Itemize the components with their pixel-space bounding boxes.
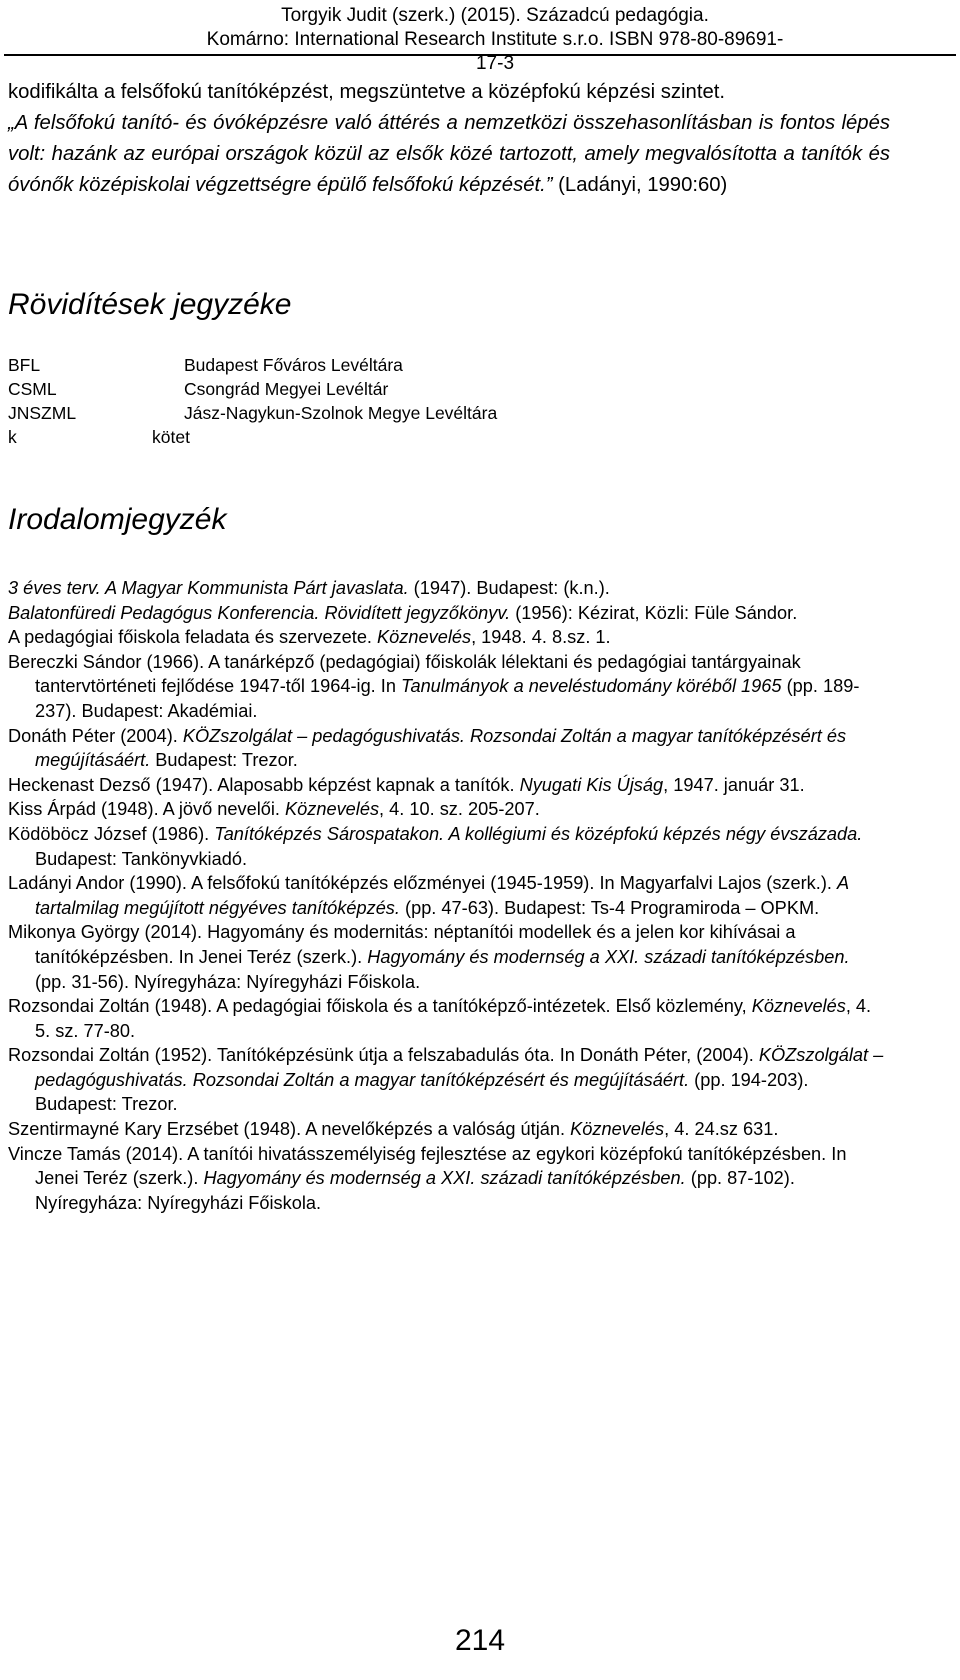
abbreviation-row (8, 401, 708, 425)
reference-text: (1947). Budapest: (k.n.). (408, 578, 610, 598)
reference-entry (8, 1117, 884, 1142)
reference-entry (8, 1142, 884, 1216)
reference-text: , 4. 5. sz. 77-80. (35, 996, 872, 1041)
abbreviation-row (8, 425, 708, 449)
reference-title-italic: Köznevelés (285, 799, 380, 820)
reference-text: Szentirmayné Kary Erzsébet (1948). A nevelőképzés a valóság útján. (8, 1119, 571, 1140)
reference-title-italic: Balatonfüredi Pedagógus Konferencia. Rövidített jegyzőkönyv. (8, 602, 511, 623)
intro-quote-paragraph (8, 108, 890, 201)
intro-sentence: kodifikálta a felsőfokú tanítóképzést, megszüntetve a középfokú képzési szintet. (8, 81, 726, 103)
abbreviation-desc: Jász-Nagykun-Szolnok Megye Levéltára (184, 403, 498, 423)
header-rule (4, 54, 956, 56)
reference-text: Donáth Péter (2004). (8, 725, 183, 746)
reference-text: Rozsondai Zoltán (1948). A pedagógiai főiskola és a tanítóképző-intézetek. Első közlemény, (8, 996, 752, 1017)
reference-title-italic: A tartalmilag megújított négyéves tanítóképzés. (35, 873, 849, 918)
reference-text: , 4. 10. sz. 205-207. (379, 799, 540, 820)
abbreviation-code: JNSZML (8, 403, 77, 423)
intro-citation: (Ladányi, 1990:60) (552, 174, 728, 196)
reference-entry (8, 576, 884, 601)
reference-title-italic: Köznevelés (377, 627, 472, 648)
reference-entry (8, 822, 884, 871)
reference-entry (8, 773, 884, 798)
reference-entry (8, 625, 884, 650)
reference-title-italic: Hagyomány és modernség a XXI. századi tanítóképzésben. (203, 1168, 686, 1189)
reference-title-italic: Köznevelés (751, 996, 846, 1017)
reference-text: (pp. 31-56). Nyíregyháza: Nyíregyházi Főiskola. (35, 971, 421, 992)
reference-title-italic: KÖZszolgálat – pedagógushivatás. Rozsondai Zoltán a magyar tanítóképzésért és megújításáért. (35, 725, 847, 771)
reference-entry (8, 920, 884, 994)
reference-text: (1956): Kézirat, Közli: Füle Sándor. (510, 602, 798, 623)
reference-entry (8, 650, 884, 724)
reference-text: (pp. 87-102). Nyíregyháza: Nyíregyházi Főiskola. (35, 1168, 795, 1213)
abbreviation-code: BFL (8, 355, 41, 375)
abbreviations-list (8, 353, 708, 449)
intro-text (8, 77, 890, 201)
reference-entry (8, 871, 884, 920)
reference-title-italic: Tanítóképzés Sárospatakon. A kollégiumi és középfokú képzés négy évszázada. (214, 823, 863, 844)
reference-text: (pp. 189-237). Budapest: Akadémiai. (35, 676, 860, 721)
abbreviation-desc: kötet (152, 427, 190, 447)
reference-text: Ladányi Andor (1990). A felsőfokú tanítóképzés előzményei (1945-1959). In Magyarfalvi Lajos (szerk.). (8, 873, 837, 894)
reference-text: Rozsondai Zoltán (1952). Tanítóképzésünk útja a felszabadulás óta. In Donáth Péter, (2004). (8, 1045, 759, 1066)
intro-quote: „A felsőfokú tanító- és óvóképzésre való áttérés a nemzetközi összehasonlításban is fontos lépés volt: hazánk az európai országok közül az elsők közé tartozott, amely megvalósította a tanítók és óvónők középiskolai végzettségre épülő felsőfokú képzését.” (8, 112, 890, 196)
abbreviation-row (8, 377, 708, 401)
page-number: 214 (454, 1624, 506, 1657)
reference-entry (8, 994, 884, 1043)
reference-text: A pedagógiai főiskola feladata és szervezete. (8, 627, 378, 648)
reference-text: , 1948. 4. 8.sz. 1. (471, 627, 611, 648)
reference-text: Budapest: Trezor. (150, 750, 298, 771)
abbreviations-title: Rövidítések jegyzéke (8, 288, 292, 321)
reference-title-italic: 3 éves terv. A Magyar Kommunista Párt javaslata. (8, 578, 409, 598)
reference-text: Bereczki Sándor (1966). A tanárképző (pedagógiai) főiskolák lélektani és pedagógiai tantárgyainak tantervtörténeti fejlődése 1947-től 1964-ig. In (8, 651, 801, 697)
reference-text: (pp. 194-203). Budapest: Trezor. (35, 1069, 809, 1115)
reference-text: Vincze Tamás (2014). A tanítói hivatásszemélyiség fejlesztése az egykori középfokú tanítóképzésben. In Jenei Teréz (szerk.). (8, 1143, 847, 1189)
reference-title-italic: Hagyomány és modernség a XXI. századi tanítóképzésben. (367, 946, 850, 967)
reference-title-italic: Nyugati Kis Újság (519, 774, 664, 795)
reference-text: Ködöböcz József (1986). (8, 823, 215, 844)
abbreviation-code: CSML (8, 379, 57, 399)
abbreviation-code: k (8, 427, 17, 447)
reference-text: , 4. 24.sz 631. (664, 1119, 779, 1140)
header-citation-line: Torgyik Judit (szerk.) (2015). Századcú pedagógia. (281, 5, 709, 26)
abbreviation-row (8, 353, 708, 377)
reference-text: Mikonya György (2014). Hagyomány és modernitás: néptanítói modellek és a jelen kor kihívásai a tanítóképzésben. In Jenei Teréz (szerk.). (8, 922, 796, 967)
reference-text: Kiss Árpád (1948). A jövő nevelői. (8, 799, 286, 820)
reference-entry (8, 724, 884, 773)
reference-entry (8, 1043, 884, 1117)
header-publisher-line: Komárno: International Research Institute s.r.o. ISBN 978-80-89691-17-3 (206, 29, 784, 74)
references-list (8, 576, 884, 1215)
reference-entry (8, 797, 884, 822)
reference-text: (pp. 47-63). Budapest: Ts-4 Programiroda – OPKM. (399, 897, 820, 918)
references-title: Irodalomjegyzék (8, 503, 227, 536)
reference-title-italic: Köznevelés (570, 1119, 665, 1140)
abbreviation-desc: Csongrád Megyei Levéltár (184, 379, 389, 399)
reference-text: , 1947. január 31. (663, 774, 805, 795)
reference-entry (8, 601, 884, 626)
abbreviation-desc: Budapest Főváros Levéltára (184, 355, 403, 375)
reference-title-italic: KÖZszolgálat – pedagógushivatás. Rozsondai Zoltán a magyar tanítóképzésért és megújításáért. (35, 1045, 884, 1090)
reference-text: Heckenast Dezső (1947). Alaposabb képzést kapnak a tanítók. (8, 774, 520, 795)
reference-title-italic: Tanulmányok a neveléstudomány köréből 1965 (401, 676, 782, 697)
reference-text: Budapest: Tankönyvkiadó. (35, 848, 247, 869)
running-header (200, 4, 790, 76)
